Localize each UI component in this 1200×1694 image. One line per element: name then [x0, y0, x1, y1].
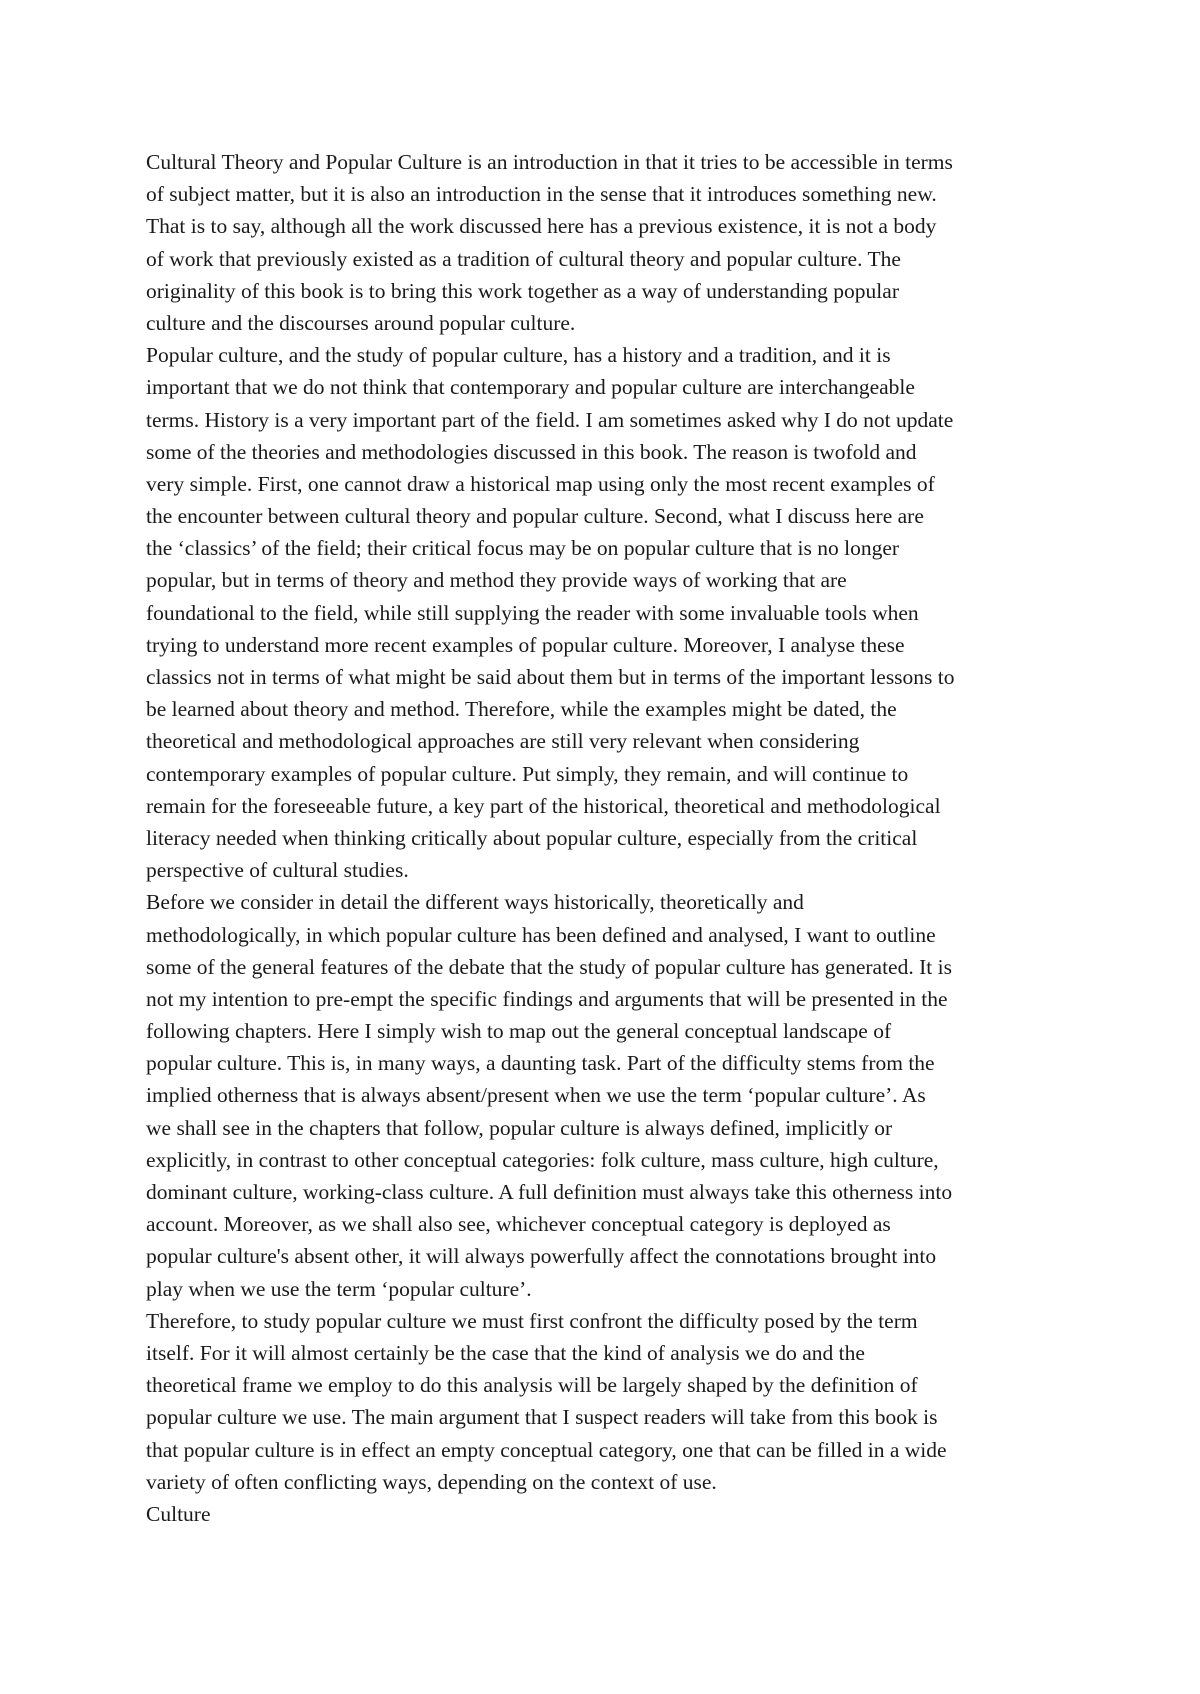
text-line: we shall see in the chapters that follow, popular culture is always defined, implicitly or: [146, 1115, 893, 1140]
text-line: perspective of cultural studies.: [146, 858, 409, 883]
text-line: be learned about theory and method. Therefore, while the examples might be dated, the: [146, 697, 897, 722]
text-line: important that we do not think that contemporary and popular culture are interchangeable: [146, 375, 915, 400]
text-line: Popular culture, and the study of popular culture, has a history and a tradition, and it is: [146, 343, 891, 368]
text-line: That is to say, although all the work discussed here has a previous existence, it is not a body: [146, 214, 937, 239]
text-line: following chapters. Here I simply wish to map out the general conceptual landscape of: [146, 1019, 892, 1044]
text-line: very simple. First, one cannot draw a historical map using only the most recent examples of: [146, 471, 935, 496]
text-line: contemporary examples of popular culture. Put simply, they remain, and will continue to: [146, 761, 909, 786]
text-line: trying to understand more recent examples of popular culture. Moreover, I analyse these: [146, 632, 905, 657]
text-line: methodologically, in which popular culture has been defined and analysed, I want to outline: [146, 922, 936, 947]
text-line: some of the theories and methodologies discussed in this book. The reason is twofold and: [146, 439, 917, 464]
text-line: foundational to the field, while still supplying the reader with some invaluable tools when: [146, 600, 919, 625]
text-line: classics not in terms of what might be said about them but in terms of the important lessons to: [146, 665, 955, 689]
text-line: Therefore, to study popular culture we must first confront the difficulty posed by the term: [146, 1308, 918, 1333]
text-line: originality of this book is to bring this work together as a way of understanding popular: [146, 278, 899, 303]
text-line: popular, but in terms of theory and method they provide ways of working that are: [146, 568, 847, 593]
text-line: some of the general features of the debate that the study of popular culture has generated. It is: [146, 954, 952, 979]
text-line: the ‘classics’ of the field; their critical focus may be on popular culture that is no longer: [146, 536, 900, 561]
text-line: variety of often conflicting ways, depending on the context of use.: [146, 1469, 717, 1494]
text-line: of subject matter, but it is also an introduction in the sense that it introduces something new.: [146, 182, 937, 207]
text-line: popular culture. This is, in many ways, a daunting task. Part of the difficulty stems from the: [146, 1051, 935, 1076]
text-line: popular culture we use. The main argument that I suspect readers will take from this book is: [146, 1405, 938, 1430]
text-line: remain for the foreseeable future, a key part of the historical, theoretical and methodological: [146, 793, 941, 818]
text-line: dominant culture, working-class culture. A full definition must always take this otherness into: [146, 1180, 953, 1204]
text-line: account. Moreover, as we shall also see, whichever conceptual category is deployed as: [146, 1212, 891, 1237]
text-line: not my intention to pre-empt the specific findings and arguments that will be presented in the: [146, 986, 948, 1011]
text-line: play when we use the term ‘popular culture’.: [146, 1276, 532, 1301]
text-line: popular culture's absent other, it will always powerfully affect the connotations brought into: [146, 1244, 937, 1269]
text-line: culture and the discourses around popular culture.: [146, 310, 576, 335]
text-line: Cultural Theory and Popular Culture is an introduction in that it tries to be accessible in terms: [146, 150, 953, 174]
text-line: terms. History is a very important part of the field. I am sometimes asked why I do not update: [146, 407, 954, 432]
section-heading: Culture: [146, 1501, 211, 1526]
text-line: explicitly, in contrast to other conceptual categories: folk culture, mass culture, high culture,: [146, 1147, 939, 1172]
text-line: theoretical frame we employ to do this analysis will be largely shaped by the definition of: [146, 1373, 918, 1398]
body-text: [146, 146, 1071, 1530]
text-line: that popular culture is in effect an empty conceptual category, one that can be filled in a wide: [146, 1437, 947, 1462]
text-line: of work that previously existed as a tradition of cultural theory and popular culture. The: [146, 246, 901, 271]
text-line: the encounter between cultural theory and popular culture. Second, what I discuss here are: [146, 504, 924, 529]
text-line: Before we consider in detail the different ways historically, theoretically and: [146, 890, 804, 915]
text-line: literacy needed when thinking critically about popular culture, especially from the critical: [146, 825, 918, 850]
text-line: itself. For it will almost certainly be the case that the kind of analysis we do and the: [146, 1340, 865, 1365]
text-line: theoretical and methodological approaches are still very relevant when considering: [146, 729, 860, 754]
text-line: implied otherness that is always absent/present when we use the term ‘popular culture’. As: [146, 1083, 926, 1108]
